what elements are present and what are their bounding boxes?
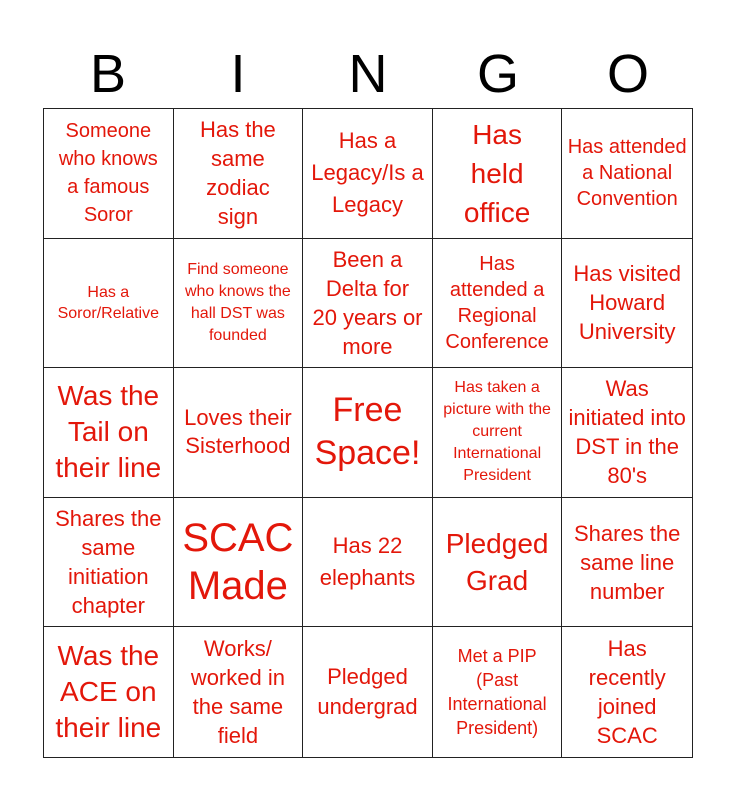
cell-label: Has a Legacy/Is a Legacy (311, 128, 424, 218)
bingo-cell-r1c4[interactable] (433, 109, 563, 239)
bingo-cell-r4c1[interactable] (44, 498, 174, 628)
cell-label: Has a Soror/Relative (57, 283, 159, 322)
cell-label: Has held office (463, 118, 531, 228)
bingo-cell-r2c5[interactable] (562, 239, 692, 369)
cell-label: Has attended a Regional Conference (445, 252, 549, 353)
bingo-cell-r2c4[interactable] (433, 239, 563, 369)
cell-label: Has the same zodiac sign (199, 117, 276, 230)
bingo-cell-r5c2[interactable] (174, 627, 304, 757)
bingo-cell-r1c1[interactable] (44, 109, 174, 239)
bingo-cell-r5c5[interactable] (562, 627, 692, 757)
cell-label: Was initiated into DST in the 80's (568, 376, 686, 489)
cell-label: Pledged undergrad (317, 664, 418, 720)
bingo-cell-r3c5[interactable] (562, 368, 692, 498)
bingo-header (43, 40, 693, 108)
bingo-cell-r2c3[interactable] (303, 239, 433, 369)
header-letter-b: B (89, 44, 127, 104)
bingo-cell-r2c1[interactable] (44, 239, 174, 369)
cell-label: Has taken a picture with the current International President (443, 379, 551, 485)
cell-label: Has recently joined SCAC (588, 636, 666, 749)
bingo-cell-r5c1[interactable] (44, 627, 174, 757)
cell-label: Shares the same initiation chapter (55, 506, 162, 619)
cell-label: Has visited Howard University (573, 261, 681, 345)
header-letter-o: O (606, 44, 649, 104)
header-letter-g: G (476, 44, 519, 104)
cell-label: Been a Delta for 20 years or more (312, 246, 423, 359)
bingo-board (43, 108, 693, 758)
cell-label: Someone who knows a famous Soror (58, 120, 158, 227)
bingo-cell-r1c3[interactable] (303, 109, 433, 239)
bingo-cell-r1c5[interactable] (562, 109, 692, 239)
bingo-cell-r5c3[interactable] (303, 627, 433, 757)
cell-label: Has attended a National Convention (567, 136, 687, 211)
bingo-cell-r1c2[interactable] (174, 109, 304, 239)
bingo-cell-r4c5[interactable] (562, 498, 692, 628)
cell-label: Was the ACE on their line (55, 640, 162, 744)
bingo-cell-r5c4[interactable] (433, 627, 563, 757)
cell-label: Pledged Grad (445, 528, 549, 597)
cell-label: Works/ worked in the same field (190, 636, 285, 749)
bingo-cell-r4c3[interactable] (303, 498, 433, 628)
bingo-cell-r3c1[interactable] (44, 368, 174, 498)
cell-label: Loves their Sisterhood (184, 405, 292, 459)
cell-label: Was the Tail on their line (55, 380, 162, 484)
cell-label: SCAC Made (182, 516, 294, 609)
bingo-cell-r4c2[interactable] (174, 498, 304, 628)
bingo-cell-r2c2[interactable] (174, 239, 304, 369)
cell-label: Shares the same line number (573, 520, 681, 604)
bingo-cell-r3c2[interactable] (174, 368, 304, 498)
cell-label: Has 22 elephants (319, 533, 416, 591)
bingo-cell-r3c3[interactable] (303, 368, 433, 498)
header-letter-i: I (230, 44, 246, 104)
cell-label: Met a PIP (Past International President) (447, 646, 547, 739)
header-letter-n: N (348, 44, 388, 104)
bingo-cell-r4c4[interactable] (433, 498, 563, 628)
cell-label: Free Space! (314, 391, 421, 473)
cell-label: Find someone who knows the hall DST was founded (184, 260, 291, 344)
bingo-cell-r3c4[interactable] (433, 368, 563, 498)
